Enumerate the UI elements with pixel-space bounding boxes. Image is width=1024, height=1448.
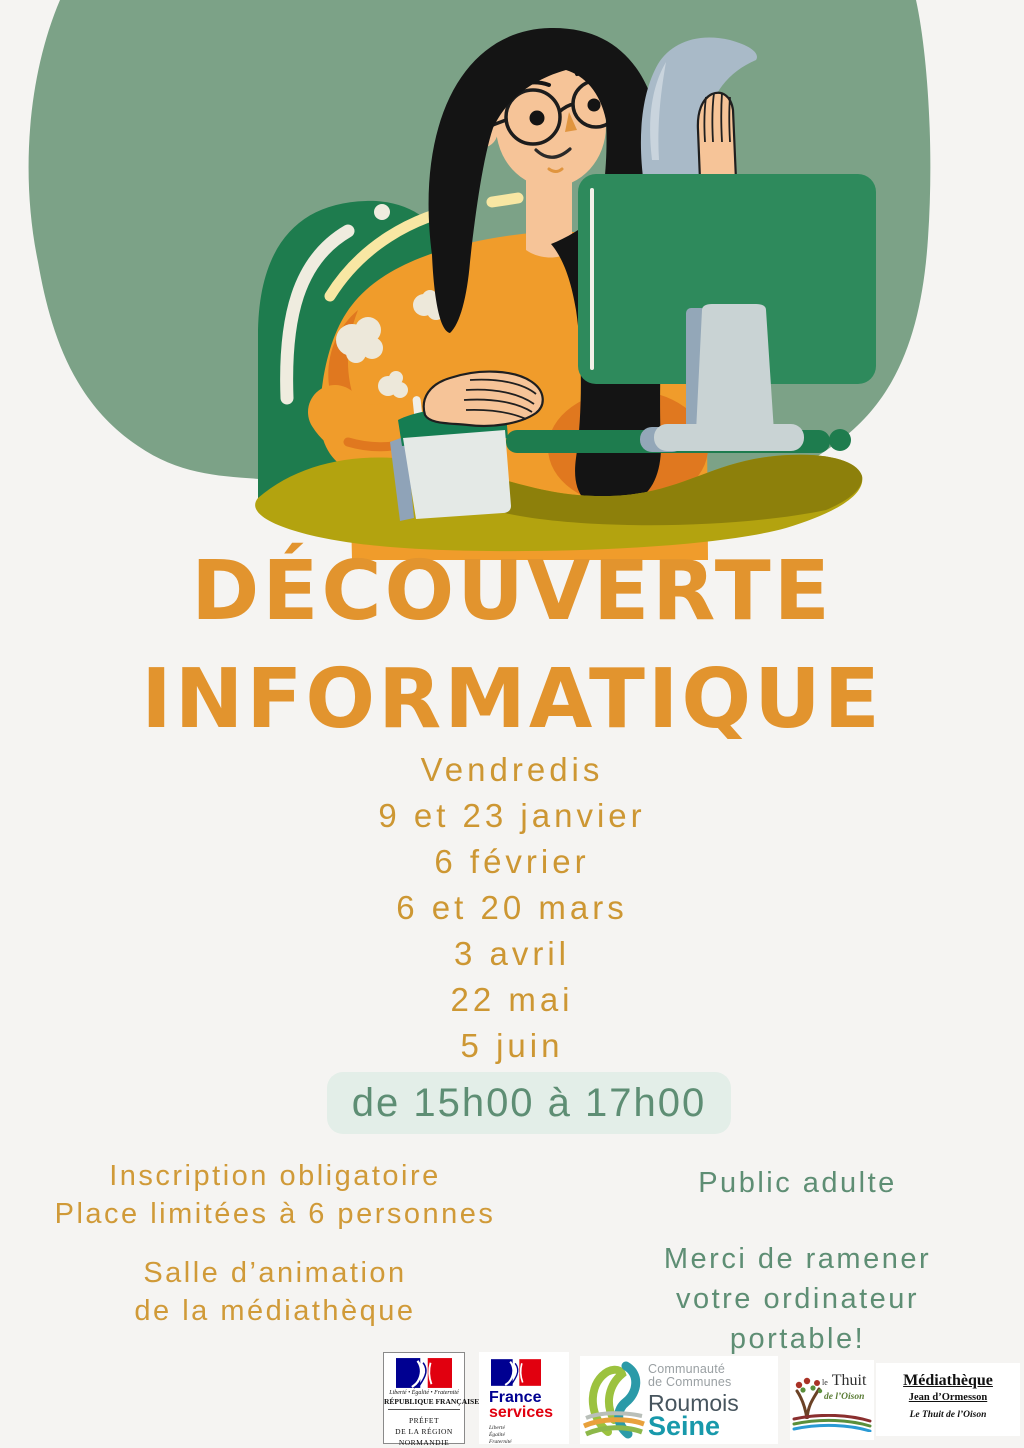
registration-line: Inscription obligatoire — [109, 1160, 441, 1192]
schedule-date: 5 juin — [460, 1027, 564, 1064]
mediatheque-place: Le Thuit de l’Oison — [909, 1410, 987, 1420]
schedule-date: 22 mai — [450, 981, 574, 1018]
french-flag-marianne-icon — [396, 1358, 452, 1388]
schedule-date: 3 avril — [453, 935, 571, 972]
prefecture-line: PRÉFET — [408, 1416, 440, 1425]
eye-right — [588, 99, 601, 112]
registration-line: Place limitées à 6 personnes — [54, 1198, 496, 1230]
france-services-name-1: France — [489, 1389, 542, 1406]
woman-at-computer-illustration — [0, 0, 1024, 560]
schedule-day-label: Vendredis — [420, 751, 604, 788]
roumois-name: Roumois — [648, 1390, 739, 1416]
logo-le-thuit-de-l-oison — [790, 1360, 874, 1440]
location-line: de la médiathèque — [134, 1295, 416, 1327]
roumois-seine-swirl-icon — [580, 1356, 648, 1444]
mediatheque-title: Médiathèque — [903, 1372, 993, 1389]
thuit-le: le — [822, 1378, 828, 1387]
landscape-swoosh-icon — [792, 1414, 872, 1432]
audience-line: votre ordinateur — [675, 1283, 920, 1315]
roumois-line: de Communes — [648, 1375, 732, 1389]
schedule-date: 6 février — [434, 843, 590, 880]
calendar-page — [403, 430, 511, 519]
monitor-stand — [696, 304, 774, 432]
stand-foot — [654, 424, 804, 451]
logo-mediatheque-jean-d-ormesson — [876, 1363, 1020, 1436]
registration-info — [35, 1157, 515, 1330]
eye-left — [530, 111, 545, 126]
thuit-name: Thuit — [831, 1372, 867, 1389]
prefecture-divider — [388, 1409, 460, 1410]
audience-info — [600, 1163, 995, 1359]
audience-line: Merci de ramener — [663, 1243, 932, 1275]
audience-line: Public adulte — [698, 1167, 897, 1199]
prefecture-line: NORMANDIE — [398, 1438, 450, 1447]
poster-title-line-1: DÉCOUVERTE — [191, 544, 833, 639]
schedule-date: 9 et 23 janvier — [378, 797, 646, 834]
prefecture-republic: RÉPUBLIQUE FRANÇAISE — [384, 1397, 480, 1406]
french-flag-marianne-icon — [491, 1359, 541, 1386]
thuit-subtitle: de l’Oison — [824, 1392, 865, 1402]
roumois-seine: Seine — [648, 1411, 721, 1441]
time-badge: de 15h00 à 17h00 — [327, 1072, 731, 1134]
fs-motto-line: Liberté — [489, 1425, 505, 1431]
shoulder-highlight-dash — [492, 198, 518, 202]
schedule-date: 6 et 20 mars — [396, 889, 628, 926]
location-line: Salle d’animation — [143, 1257, 407, 1289]
roumois-line: Communauté — [648, 1362, 726, 1376]
fs-motto-line: Égalité — [489, 1432, 505, 1438]
tree-icon — [793, 1375, 823, 1419]
chair-highlight-dot — [374, 204, 390, 220]
poster-title-line-2: INFORMATIQUE — [141, 652, 883, 747]
fs-motto-line: Fraternité — [489, 1439, 512, 1445]
desk-nub — [829, 429, 851, 451]
prefecture-line: DE LA RÉGION — [395, 1427, 453, 1436]
france-services-name-2: services — [489, 1404, 554, 1421]
audience-line: portable! — [729, 1323, 866, 1355]
logo-france-services — [479, 1352, 569, 1444]
prefecture-motto: Liberté • Égalité • Fraternité — [389, 1390, 459, 1396]
logo-prefecture-normandie — [383, 1352, 480, 1447]
schedule-list — [0, 747, 1024, 1069]
logo-roumois-seine — [580, 1356, 778, 1444]
mediatheque-name: Jean d’Ormesson — [908, 1392, 988, 1403]
monitor-edge-highlight — [590, 188, 594, 370]
